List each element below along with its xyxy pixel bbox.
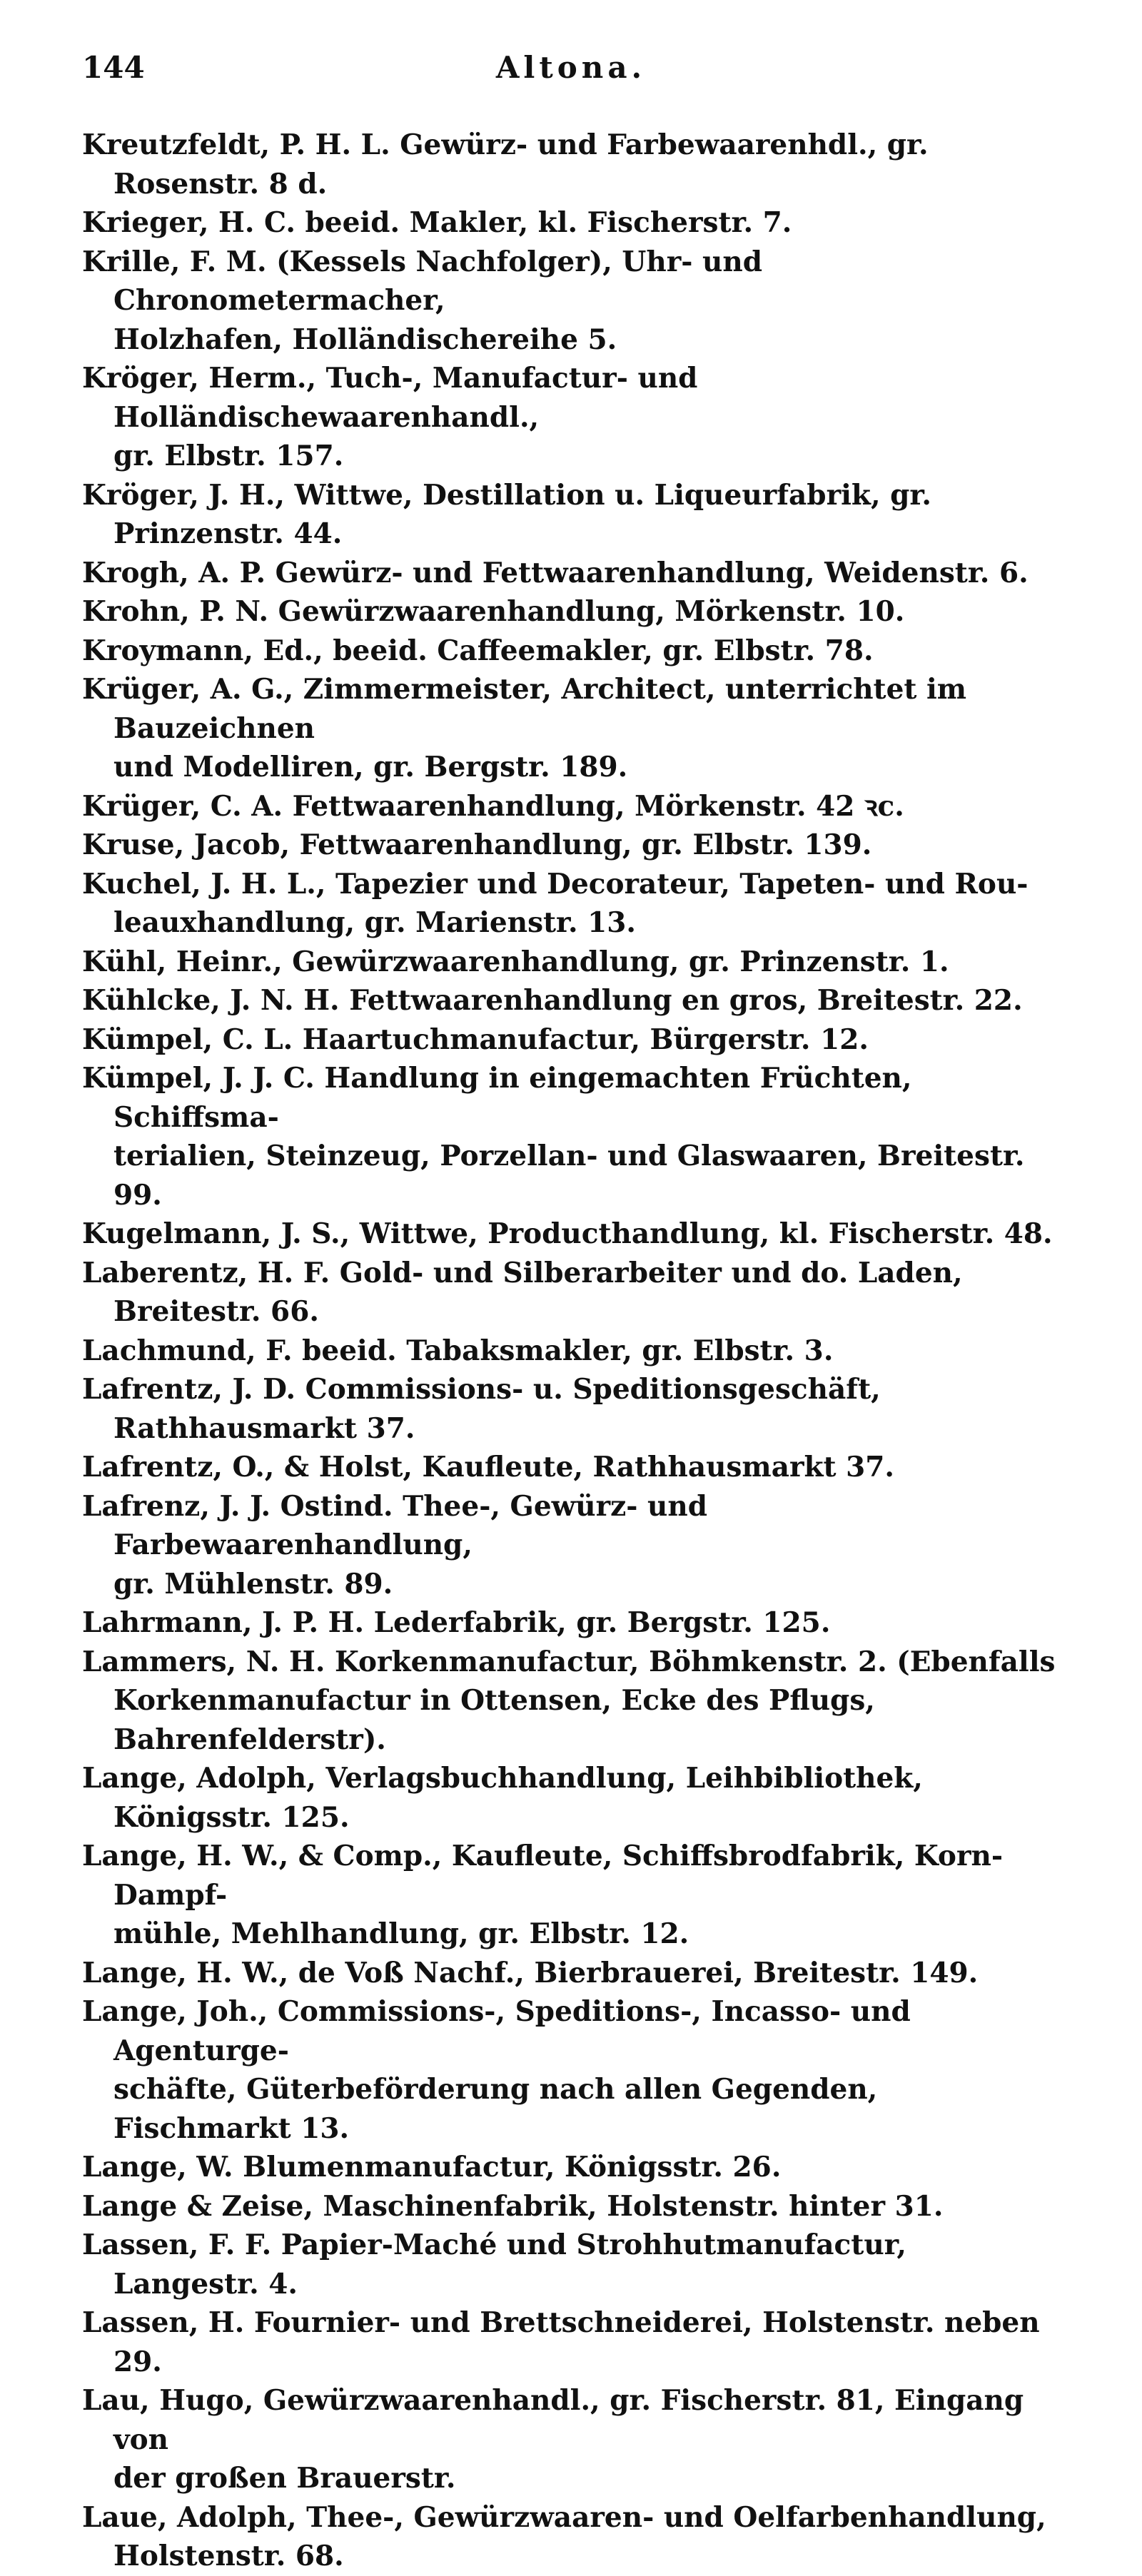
directory-entry: Lafrenz, J. J. Ostind. Thee-, Gewürz- und Farbewaarenhandlung, gr. Mühlenstr. 89. [82, 1489, 708, 1601]
directory-entry: Kühl, Heinr., Gewürzwaarenhandlung, gr. Prinzenstr. 1. [82, 945, 949, 978]
directory-entry: Krüger, A. G., Zimmermeister, Architect, unterrichtet im Bauzeichnen und Modelliren, gr. Bergstr. 189. [82, 673, 967, 784]
running-title: Altona. [495, 50, 647, 85]
directory-entry: Kümpel, C. L. Haartuchmanufactur, Bürgerstr. 12. [82, 1023, 869, 1056]
directory-entry: Kugelmann, J. S., Wittwe, Producthandlung, kl. Fischerstr. 48. [82, 1217, 1053, 1250]
directory-entry: Lange, Adolph, Verlagsbuchhandlung, Leihbibliothek, Königsstr. 125. [82, 1762, 923, 1834]
directory-entry: Lafrentz, O., & Holst, Kaufleute, Rathhausmarkt 37. [82, 1451, 894, 1484]
directory-entry: Krogh, A. P. Gewürz- und Fettwaarenhandlung, Weidenstr. 6. [82, 556, 1029, 589]
directory-entry: Krieger, H. C. beeid. Makler, kl. Fischerstr. 7. [82, 206, 792, 239]
directory-entry: Lafrentz, J. D. Commissions- u. Speditionsgeschäft, Rathhausmarkt 37. [82, 1373, 881, 1445]
page-number: 144 [82, 50, 145, 85]
directory-entry: Lahrmann, J. P. H. Lederfabrik, gr. Bergstr. 125. [82, 1606, 831, 1639]
directory-entry: Lange, H. W., & Comp., Kaufleute, Schiffsbrodfabrik, Korn-Dampf- mühle, Mehlhandlung, gr. Elbstr. 12. [82, 1840, 1004, 1950]
directory-entry: Lange, W. Blumenmanufactur, Königsstr. 26. [82, 2151, 782, 2184]
directory-entry: Laue, Adolph, Thee-, Gewürzwaaren- und Oelfarbenhandlung, Holstenstr. 68. [82, 2500, 1046, 2572]
directory-entry: Lammers, N. H. Korkenmanufactur, Böhmkenstr. 2. (Ebenfalls Korkenmanufactur in Ottensen, Ecke des Pflugs, Bahrenfelderstr). [82, 1645, 1056, 1756]
directory-entry: Kreutzfeldt, P. H. L. Gewürz- und Farbewaarenhdl., gr. Rosenstr. 8 d. [82, 128, 929, 201]
directory-entry: Kuchel, J. H. L., Tapezier und Decorateur, Tapeten- und Rou- leauxhandlung, gr. Marienstr. 13. [82, 867, 1029, 939]
directory-entry: Kümpel, J. J. C. Handlung in eingemachten Früchten, Schiffsma- terialien, Steinzeug, Porzellan- und Glaswaaren, Breitestr. 99. [82, 1062, 1025, 1212]
directory-entry: Lau, Hugo, Gewürzwaarenhandl., gr. Fischerstr. 81, Eingang von der großen Brauerstr. [82, 2384, 1024, 2495]
directory-entry: Lange, H. W., de Voß Nachf., Bierbrauerei, Breitestr. 149. [82, 1956, 979, 1989]
directory-entry: Krohn, P. N. Gewürzwaarenhandlung, Mörkenstr. 10. [82, 595, 905, 628]
directory-entry: Lassen, F. F. Papier-Maché und Strohhutmanufactur, Langestr. 4. [82, 2228, 906, 2301]
directory-entry: Lange, Joh., Commissions-, Speditions-, Incasso- und Agenturge- schäfte, Güterbeförderung nach allen Gegenden, Fischmarkt 13. [82, 1995, 911, 2145]
directory-entry: Lange & Zeise, Maschinenfabrik, Holstenstr. hinter 31. [82, 2189, 944, 2223]
directory-entry: Kroymann, Ed., beeid. Caffeemakler, gr. Elbstr. 78. [82, 634, 874, 667]
directory-entry: Kühlcke, J. N. H. Fettwaarenhandlung en gros, Breitestr. 22. [82, 984, 1023, 1017]
directory-entry: Laberentz, H. F. Gold- und Silberarbeiter und do. Laden, Breitestr. 66. [82, 1256, 963, 1328]
directory-entries [82, 126, 1060, 2576]
page-header [82, 50, 1060, 93]
directory-entry: Krille, F. M. (Kessels Nachfolger), Uhr- und Chronometermacher, Holzhafen, Holländischereihe 5. [82, 245, 763, 356]
directory-entry: Lassen, H. Fournier- und Brettschneiderei, Holstenstr. neben 29. [82, 2306, 1040, 2378]
directory-entry: Lachmund, F. beeid. Tabaksmakler, gr. Elbstr. 3. [82, 1334, 834, 1367]
directory-entry: Krüger, C. A. Fettwaarenhandlung, Mörkenstr. 42 ꝛc. [82, 789, 904, 823]
directory-entry: Kröger, J. H., Wittwe, Destillation u. Liqueurfabrik, gr. Prinzenstr. 44. [82, 478, 931, 550]
directory-entry: Kröger, Herm., Tuch-, Manufactur- und Holländischewaarenhandl., gr. Elbstr. 157. [82, 362, 698, 472]
directory-entry: Kruse, Jacob, Fettwaarenhandlung, gr. Elbstr. 139. [82, 828, 872, 861]
